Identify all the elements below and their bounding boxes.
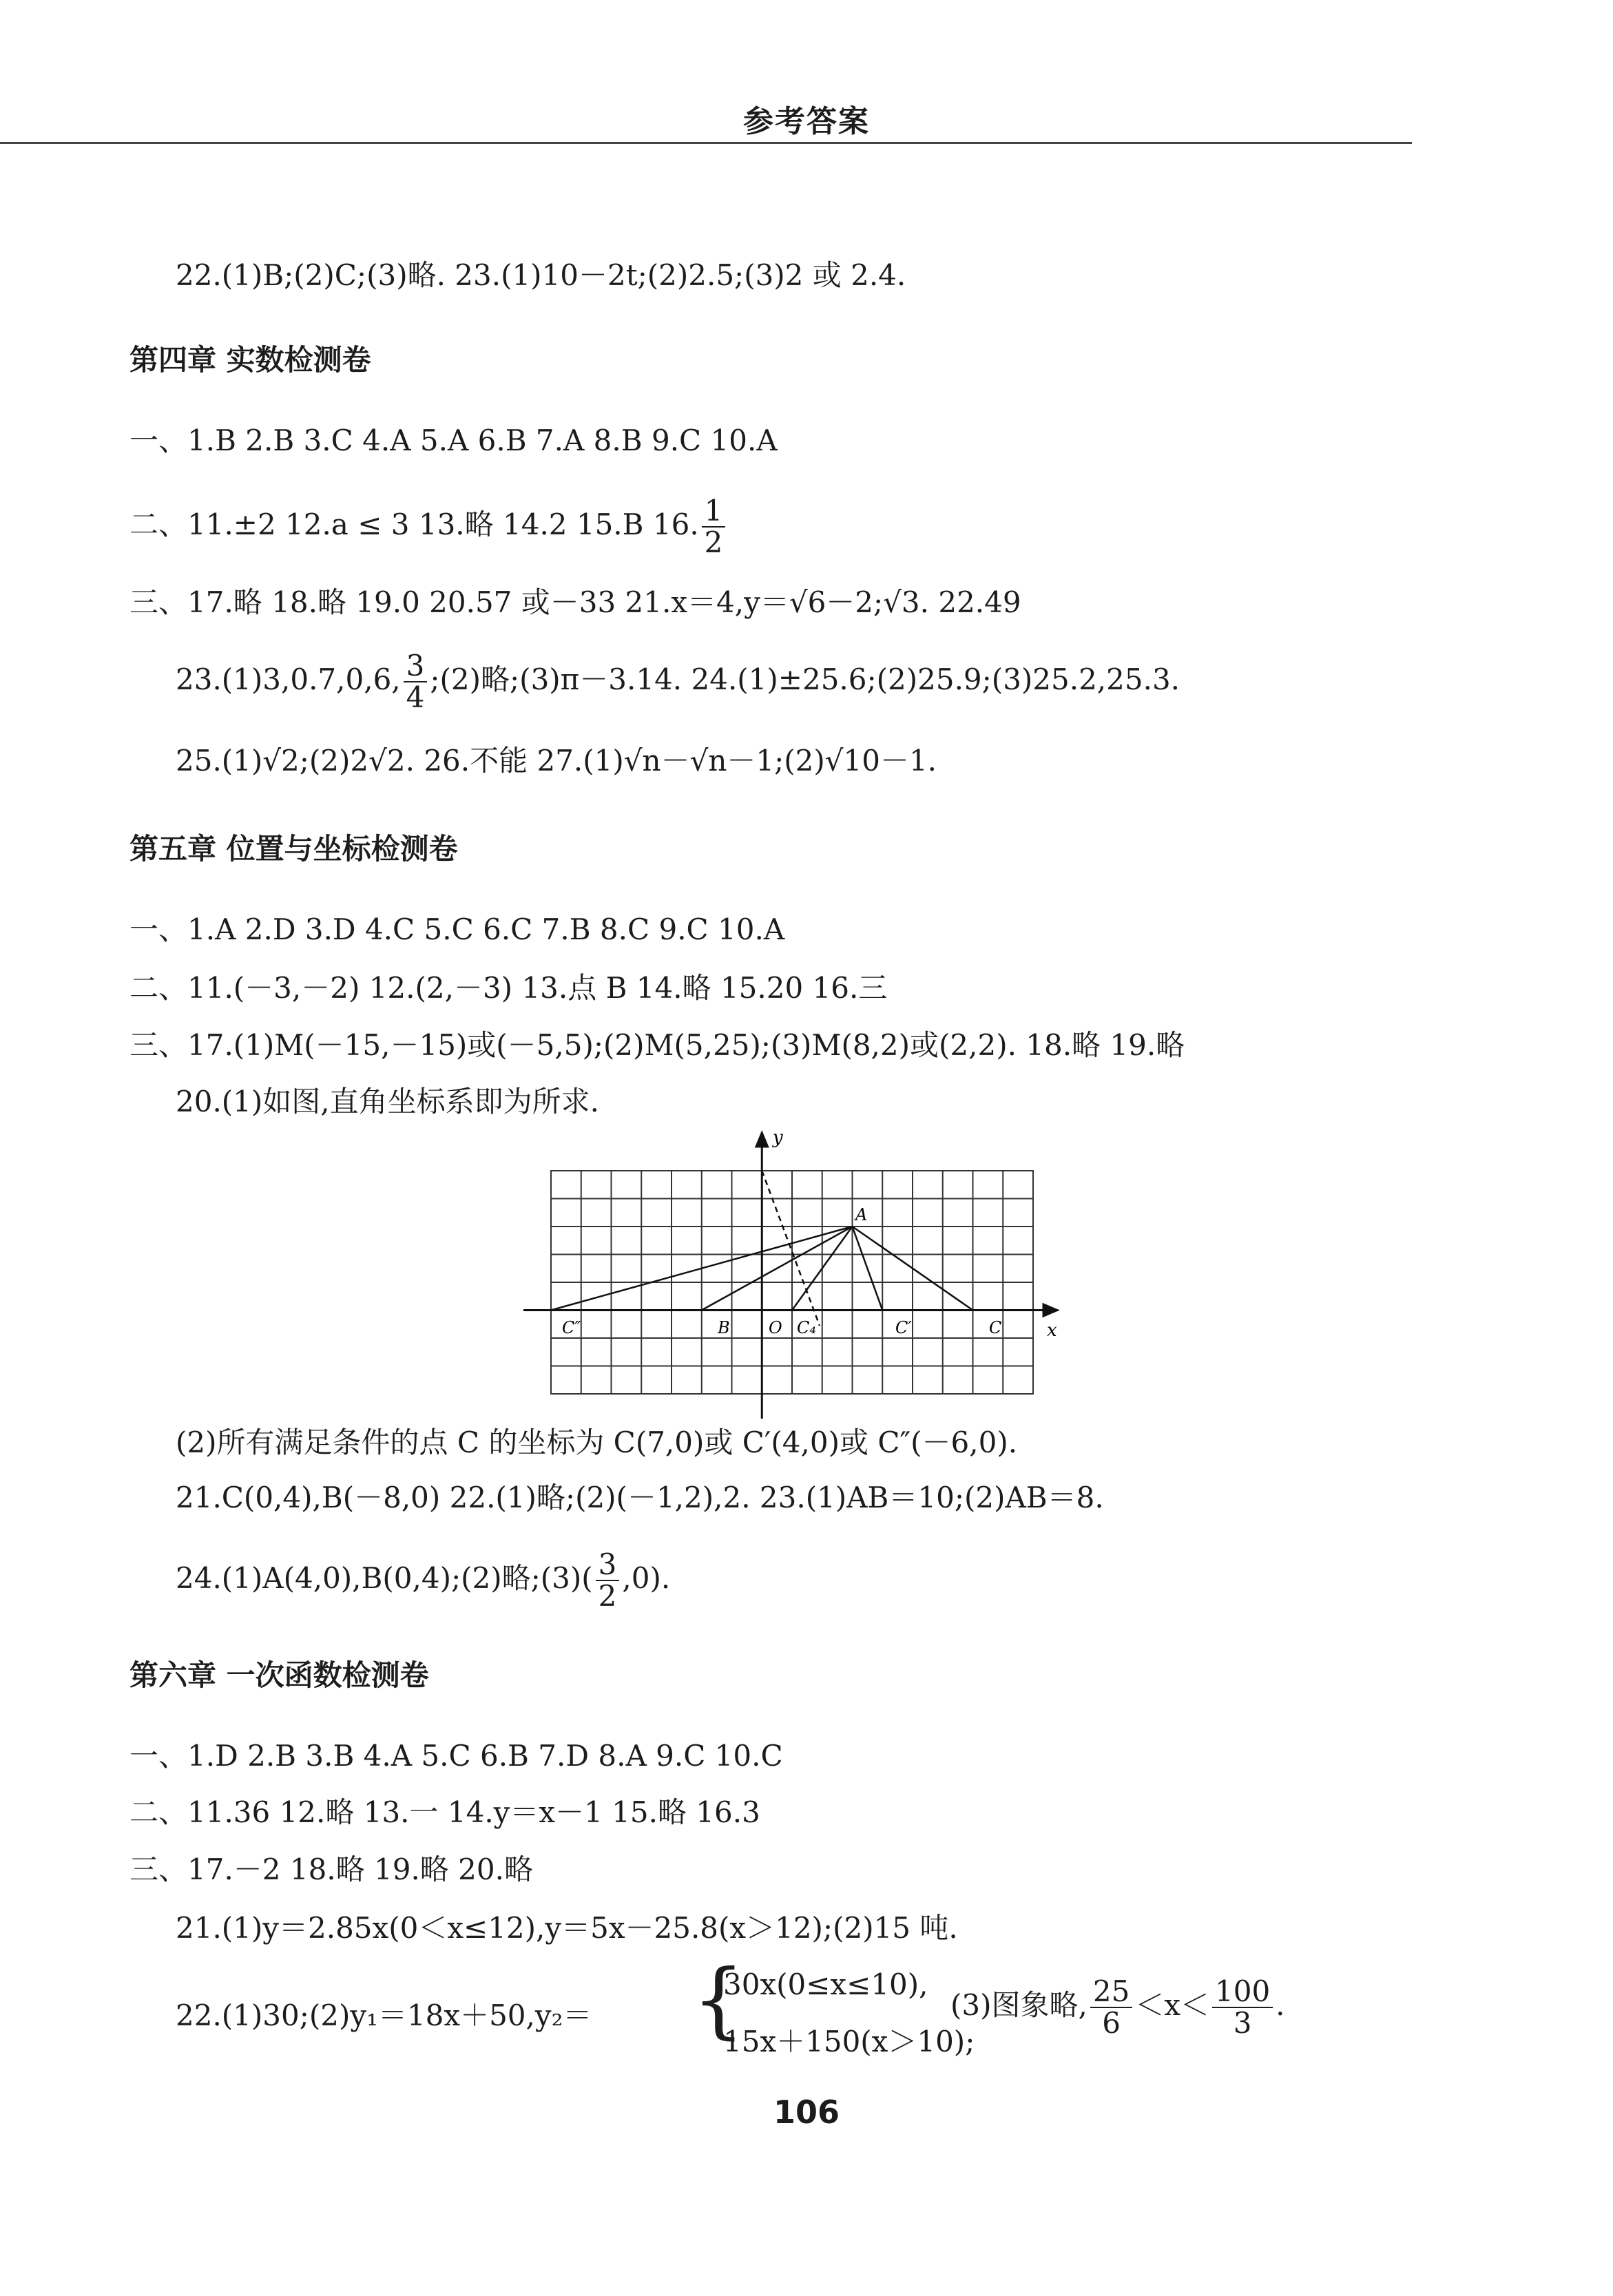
header-rule <box>0 142 1412 144</box>
y-axis-label: y <box>773 1129 783 1148</box>
x-axis-label: x <box>1047 1320 1057 1341</box>
point-B-label: B <box>718 1318 730 1337</box>
ch5-answer-20-part-1: 20.(1)如图,直角坐标系即为所求. <box>176 1085 599 1118</box>
ch5-solution-answers: 三、17.(1)M(－15,－15)或(－5,5);(2)M(5,25);(3)M(8,2)或(2,2). 18.略 19.略 <box>129 1028 1185 1062</box>
ch4-23-part-a: 23.(1)3,0.7,0,6, <box>176 662 401 697</box>
ch4-fill-answers <box>129 496 728 558</box>
fraction-25-over-6: $\frac{25}{6}$ <box>1090 1976 1132 2038</box>
page-header-title: 参考答案 <box>743 104 870 139</box>
point-C-prime-label: C′ <box>895 1318 912 1337</box>
ch4-solution-answers: 三、17.略 18.略 19.0 20.57 或－33 21.x＝4,y＝√6－2;√3. 22.49 <box>129 585 1021 619</box>
ch5-answer-24 <box>176 1547 671 1614</box>
ch5-answer-21-23: 21.C(0,4),B(－8,0) 22.(1)略;(2)(－1,2),2. 23.(1)AB＝10;(2)AB＝8. <box>176 1481 1104 1514</box>
ch4-answer-25-27: 25.(1)√2;(2)2√2. 26.不能 27.(1)√n－√n－1;(2)√10－1. <box>176 744 937 777</box>
ch6-answer-22-part-b <box>950 1974 1285 2041</box>
ch5-24-part-a: 24.(1)A(4,0),B(0,4);(2)略;(3)( <box>176 1561 593 1596</box>
chapter-6-title: 第六章 一次函数检测卷 <box>129 1658 429 1692</box>
ch6-answer-22-part-a: 22.(1)30;(2)y₁＝18x＋50,y₂＝ <box>176 1998 592 2032</box>
chapter-4-title: 第四章 实数检测卷 <box>129 343 371 377</box>
point-C4-label: C₄ <box>797 1318 816 1337</box>
ch6-22-inequality: ＜x＜ <box>1135 1988 1209 2023</box>
ch6-22-part-3: (3)图象略, <box>950 1988 1088 2023</box>
piecewise-case-2: 15x＋150(x＞10); <box>723 2025 975 2058</box>
ch6-22-period: . <box>1276 1988 1285 2023</box>
fraction-three-quarters: $\frac{3}{4}$ <box>404 651 428 713</box>
point-C-double-prime-label: C″ <box>562 1318 581 1337</box>
grid-lines <box>551 1171 1033 1394</box>
ch6-fill-answers: 二、11.36 12.略 13.一 14.y＝x－1 15.略 16.3 <box>129 1795 760 1829</box>
point-A-label: A <box>855 1205 868 1224</box>
fraction-three-halves: $\frac{3}{2}$ <box>596 1549 620 1611</box>
coordinate-grid-figure <box>523 1129 1074 1419</box>
ch5-fill-answers: 二、11.(－3,－2) 12.(2,－3) 13.点 B 14.略 15.20 16.三 <box>129 971 888 1005</box>
ch5-24-part-b: ,0). <box>622 1561 671 1596</box>
piecewise-case-1: 30x(0≤x≤10), <box>723 1968 928 2001</box>
answer-line-22-23: 22.(1)B;(2)C;(3)略. 23.(1)10－2t;(2)2.5;(3)2 或 2.4. <box>176 258 906 292</box>
ch5-answer-20-part-2: (2)所有满足条件的点 C 的坐标为 C(7,0)或 C′(4,0)或 C″(－6,0). <box>176 1426 1018 1459</box>
ch4-answer-23-24 <box>176 651 1180 713</box>
ch4-fill-text: 二、11.±2 12.a ≤ 3 13.略 14.2 15.B 16. <box>129 508 699 542</box>
ch4-choice-answers: 一、1.B 2.B 3.C 4.A 5.A 6.B 7.A 8.B 9.C 10.A <box>129 424 778 457</box>
fraction-100-over-3: $\frac{100}{3}$ <box>1212 1976 1273 2038</box>
ch5-choice-answers: 一、1.A 2.D 3.D 4.C 5.C 6.C 7.B 8.C 9.C 10.A <box>129 912 785 946</box>
ch6-solution-answers: 三、17.－2 18.略 19.略 20.略 <box>129 1853 533 1886</box>
axes <box>523 1133 1057 1419</box>
chapter-5-title: 第五章 位置与坐标检测卷 <box>129 832 458 866</box>
page-number: 106 <box>773 2094 840 2131</box>
origin-O-label: O <box>769 1318 782 1337</box>
piecewise-brace: { <box>692 1952 745 2048</box>
dashed-bisector-line <box>762 1171 820 1326</box>
ch6-answer-21: 21.(1)y＝2.85x(0＜x≤12),y＝5x－25.8(x＞12);(2)15 吨. <box>176 1911 958 1945</box>
ch6-choice-answers: 一、1.D 2.B 3.B 4.A 5.C 6.B 7.D 8.A 9.C 10.C <box>129 1739 783 1773</box>
fraction-one-half: $\frac{1}{2}$ <box>702 496 726 558</box>
point-C-label: C <box>989 1318 1002 1337</box>
ch4-23-part-b: ;(2)略;(3)π－3.14. 24.(1)±25.6;(2)25.9;(3)25.2,25.3. <box>430 662 1180 697</box>
